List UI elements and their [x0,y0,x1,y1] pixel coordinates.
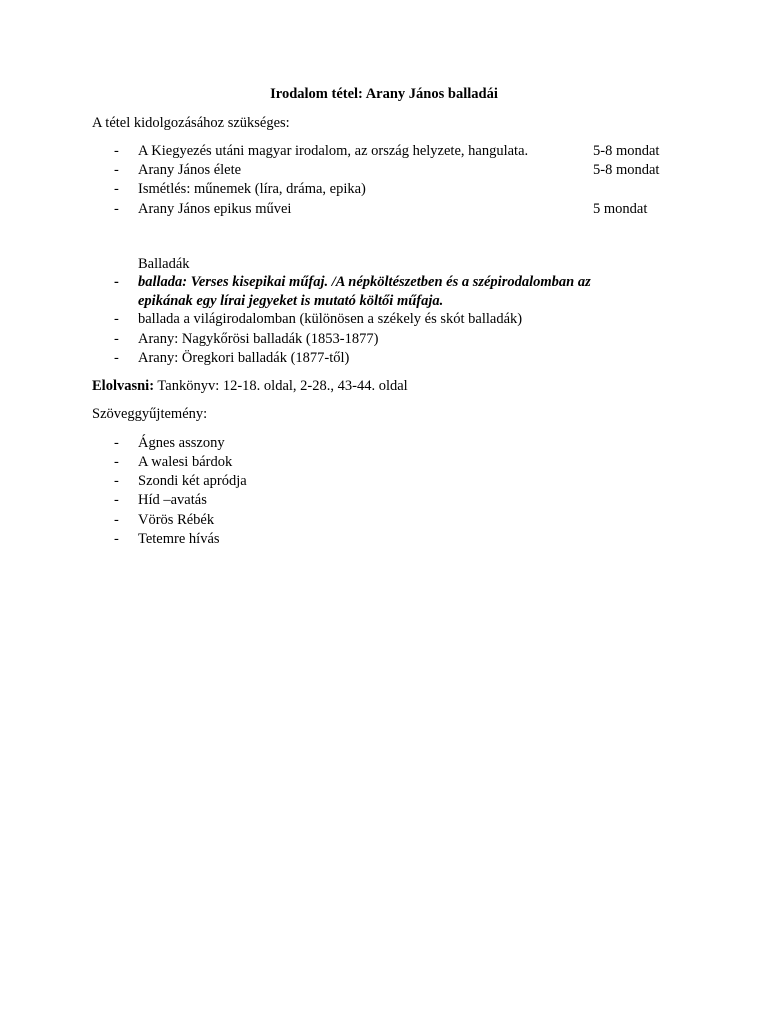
requirement-text: Arany János élete [138,162,242,178]
document-title: Irodalom tétel: Arany János balladái [270,86,498,102]
list-dash: - [114,512,119,528]
list-dash: - [114,311,119,327]
list-dash: - [114,531,119,547]
anthology-label: Szöveggyűjtemény: [92,406,208,422]
requirement-text: Ismétlés: műnemek (líra, dráma, epika) [138,181,366,197]
anthology-item: A walesi bárdok [138,454,233,470]
requirement-text: Arany János epikus művei [138,201,292,217]
requirement-text: A Kiegyezés utáni magyar irodalom, az ország helyzete, hangulata. [138,143,529,159]
reading-text: Tankönyv: 12-18. oldal, 2-28., 43-44. oldal [154,378,408,394]
reading-assignment [92,377,408,396]
reading-label: Elolvasni: [92,378,155,394]
ballad-definition-line2: epikának egy lírai jegyeket is mutató költői műfaja. [138,293,444,309]
anthology-item: Vörös Rébék [138,512,215,528]
anthology-item: Híd –avatás [138,492,207,508]
ballads-heading: Balladák [138,256,190,272]
requirement-length: 5-8 mondat [593,143,660,159]
list-dash: - [114,473,119,489]
list-dash: - [114,162,119,178]
ballad-item: Arany: Nagykőrösi balladák (1853-1877) [138,331,379,347]
anthology-item: Tetemre hívás [138,531,220,547]
list-dash: - [114,181,119,197]
list-dash: - [114,435,119,451]
list-dash: - [114,350,119,366]
anthology-item: Szondi két apródja [138,473,247,489]
requirement-length: 5 mondat [593,201,648,217]
list-dash: - [114,331,119,347]
list-dash: - [114,492,119,508]
requirement-length: 5-8 mondat [593,162,660,178]
list-dash: - [114,454,119,470]
ballad-definition-line1: ballada: Verses kisepikai műfaj. /A népköltészetben és a szépirodalomban az [138,274,591,290]
ballad-item: Arany: Öregkori balladák (1877-től) [138,350,350,366]
list-dash: - [114,274,119,290]
intro-text: A tétel kidolgozásához szükséges: [92,115,290,131]
anthology-item: Ágnes asszony [138,435,225,451]
list-dash: - [114,201,119,217]
list-dash: - [114,143,119,159]
ballad-item: ballada a világirodalomban (különösen a székely és skót balladák) [138,311,523,327]
